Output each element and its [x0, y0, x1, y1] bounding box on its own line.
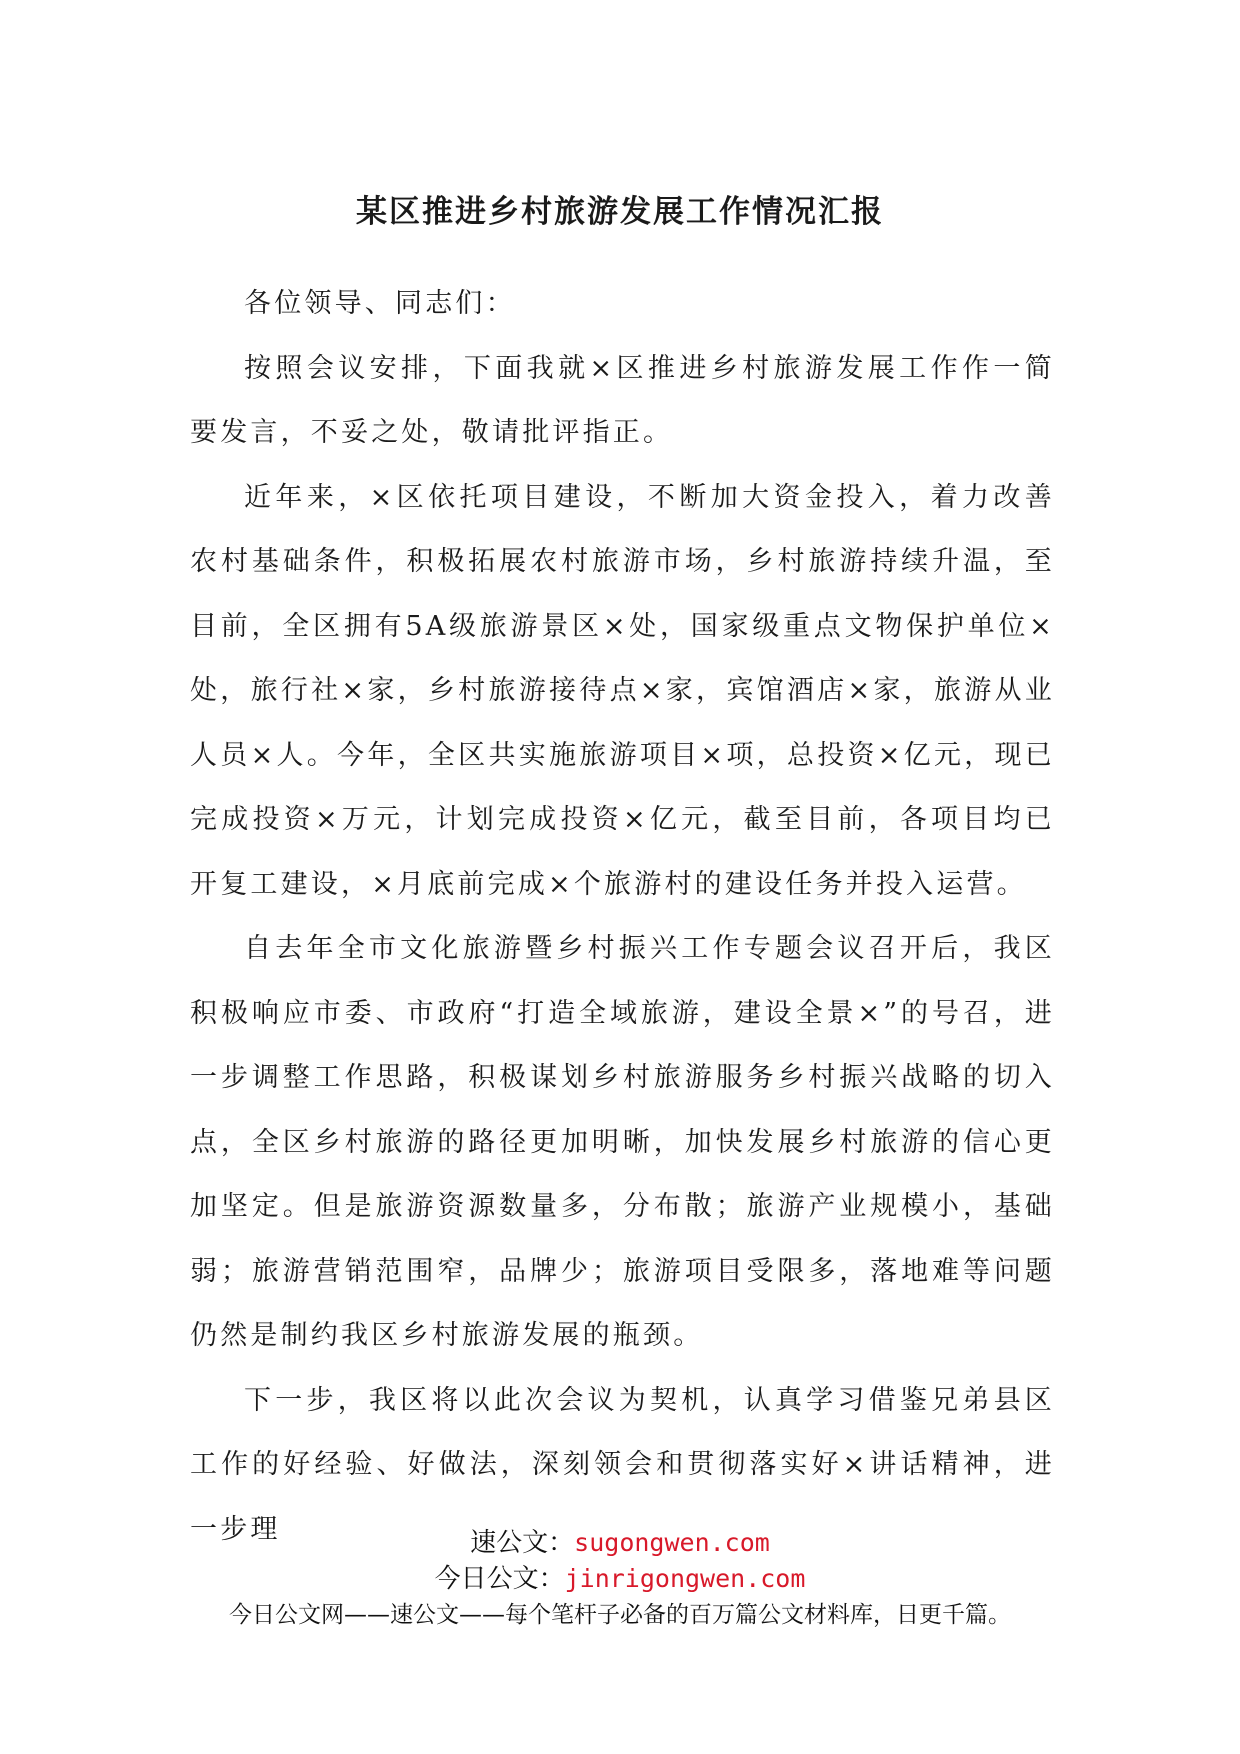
footer-label: 今日公文：: [434, 1564, 565, 1594]
body-paragraph: 下一步，我区将以此次会议为契机，认真学习借鉴兄弟县区工作的好经验、好做法，深刻领会和贯彻落实好×讲话精神，进一步理: [190, 1384, 1055, 1545]
salutation-paragraph: 各位领导、同志们：: [244, 288, 516, 319]
body-paragraph: 按照会议安排，下面我就×区推进乡村旅游发展工作作一简要发言，不妥之处，敬请批评指正。: [190, 352, 1055, 448]
document-body: [190, 272, 1055, 1562]
footer-site-link[interactable]: sugongwen.com: [574, 1528, 770, 1557]
body-paragraph: 近年来，×区依托项目建设，不断加大资金投入，着力改善农村基础条件，积极拓展农村旅游市场，乡村旅游持续升温，至目前，全区拥有5A级旅游景区×处，国家级重点文物保护单位×处，旅行社×家，乡村旅游接待点×家，宾馆酒店×家，旅游从业人员×人。今年，全区共实施旅游项目×项，总投资×亿元，现已完成投资×万元，计划完成投资×亿元，截至目前，各项目均已开复工建设，×月底前完成×个旅游村的建设任务并投入运营。: [190, 481, 1055, 900]
footer-line-sugongwen: [0, 1525, 1240, 1561]
footer-label: 速公文：: [470, 1528, 575, 1558]
footer-line-jinrigongwen: [0, 1561, 1240, 1597]
document-title: 某区推进乡村旅游发展工作情况汇报: [356, 194, 884, 230]
footer-site-link[interactable]: jinrigongwen.com: [564, 1564, 806, 1593]
footer-tagline: 今日公文网——速公文——每个笔杆子必备的百万篇公文材料库，日更千篇。: [229, 1602, 1011, 1628]
watermark-footer: [0, 1525, 1240, 1633]
body-paragraph: 自去年全市文化旅游暨乡村振兴工作专题会议召开后，我区积极响应市委、市政府“打造全域旅游，建设全景×”的号召，进一步调整工作思路，积极谋划乡村旅游服务乡村振兴战略的切入点，全区乡村旅游的路径更加明晰，加快发展乡村旅游的信心更加坚定。但是旅游资源数量多，分布散；旅游产业规模小，基础弱；旅游营销范围窄，品牌少；旅游项目受限多，落地难等问题仍然是制约我区乡村旅游发展的瓶颈。: [190, 933, 1055, 1351]
